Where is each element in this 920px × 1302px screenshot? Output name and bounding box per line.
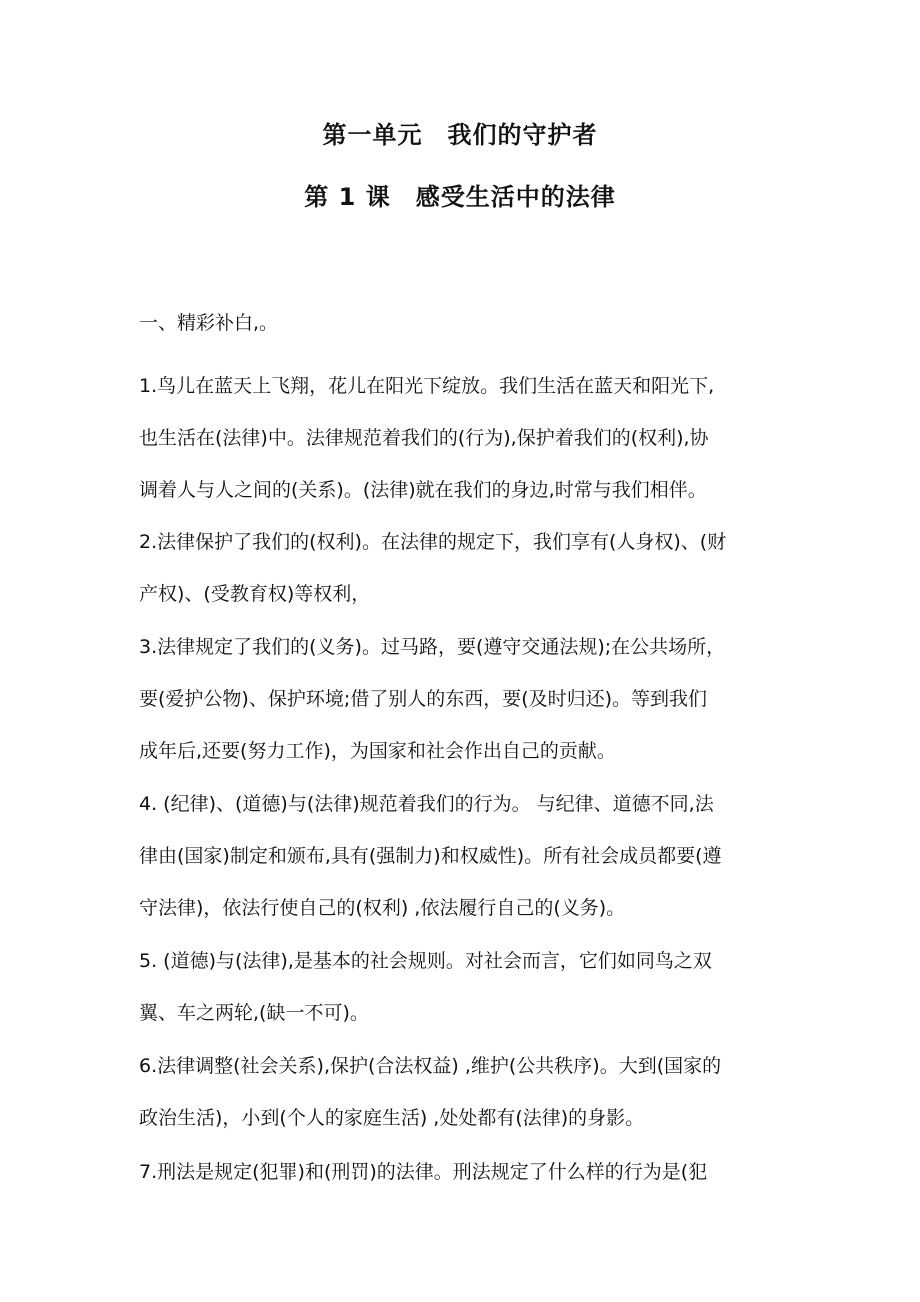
lesson-title: 第 1 课 感受生活中的法律 bbox=[304, 183, 616, 211]
paragraph-line: 翼、车之两轮,(缺一不可)。 bbox=[139, 1002, 369, 1024]
paragraph-line: 3.法律规定了我们的(义务)。过马路，要(遵守交通法规);在公共场所， bbox=[139, 636, 726, 658]
paragraph-line: 调着人与人之间的(关系)。(法律)就在我们的身边,时常与我们相伴。 bbox=[139, 479, 707, 501]
paragraph-1 bbox=[139, 360, 791, 516]
paragraph-line: 守法律)，依法行使自己的(权利) ,依法履行自己的(义务)。 bbox=[139, 897, 626, 919]
paragraph-line: 6.法律调整(社会关系),保护(合法权益) ,维护(公共秩序)。大到(国家的 bbox=[139, 1055, 722, 1077]
paragraph-line: 律由(国家)制定和颁布,具有(强制力)和权威性)。所有社会成员都要(遵 bbox=[139, 845, 722, 867]
paragraph-line: 1.鸟儿在蓝天上飞翔，花儿在阳光下绽放。我们生活在蓝天和阳光下, bbox=[139, 375, 715, 397]
paragraph-2 bbox=[139, 516, 791, 620]
paragraph-3 bbox=[139, 621, 791, 777]
paragraph-4 bbox=[139, 778, 791, 934]
section-heading: 一、精彩补白,。 bbox=[139, 312, 279, 334]
paragraph-6 bbox=[139, 1040, 791, 1144]
paragraph-line: 产权)、(受教育权)等权利， bbox=[139, 583, 371, 605]
paragraph-7 bbox=[139, 1146, 791, 1198]
paragraph-line: 要(爱护公物)、保护环境;借了别人的东西，要(及时归还)。等到我们 bbox=[139, 688, 708, 710]
paragraph-5 bbox=[139, 935, 791, 1039]
paragraph-line: 也生活在(法律)中。法律规范着我们的(行为),保护着我们的(权利),协 bbox=[139, 427, 709, 449]
paragraph-line: 2.法律保护了我们的(权利)。在法律的规定下，我们享有(人身权)、(财 bbox=[139, 531, 727, 553]
paragraph-line: 政治生活)，小到(个人的家庭生活) ,处处都有(法律)的身影。 bbox=[139, 1107, 645, 1129]
paragraph-line: 成年后,还要(努力工作)，为国家和社会作出自己的贡献。 bbox=[139, 740, 616, 762]
unit-title: 第一单元 我们的守护者 bbox=[322, 121, 598, 149]
paragraph-line: 4. (纪律)、(道德)与(法律)规范着我们的行为。 与纪律、道德不同,法 bbox=[139, 793, 714, 815]
paragraph-line: 5. (道德)与(法律),是基本的社会规则。对社会而言，它们如同鸟之双 bbox=[139, 950, 712, 972]
paragraph-line: 7.刑法是规定(犯罪)和(刑罚)的法律。刑法规定了什么样的行为是(犯 bbox=[139, 1161, 708, 1183]
